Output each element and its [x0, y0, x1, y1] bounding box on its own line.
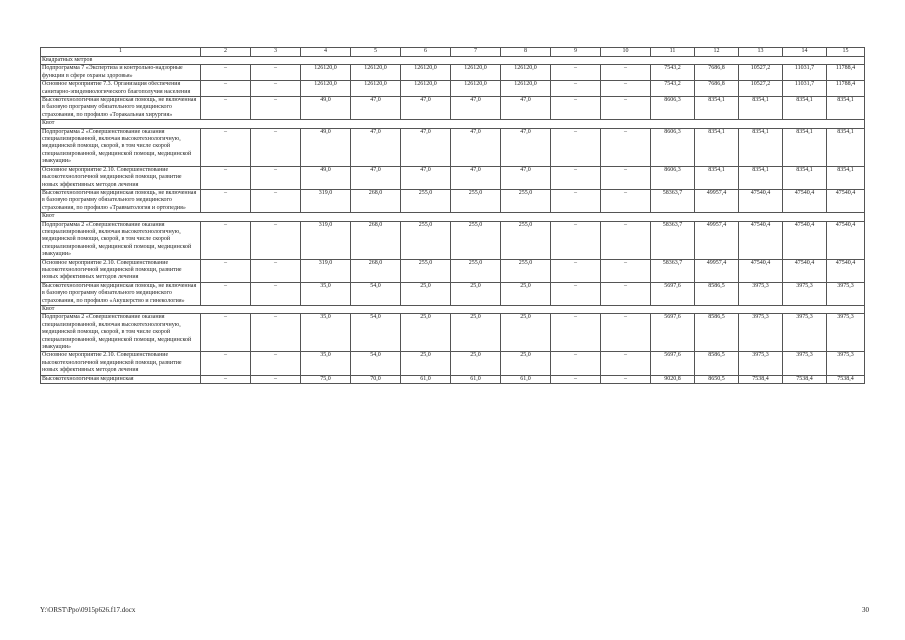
value-cell: –	[201, 97, 251, 120]
value-cell: 8354,1	[783, 97, 827, 120]
value-cell: 268,0	[351, 221, 401, 259]
value-cell: 47,0	[451, 128, 501, 166]
value-cell: 8606,3	[651, 128, 695, 166]
section-label: Квот	[41, 213, 865, 221]
value-cell: 58363,7	[651, 189, 695, 212]
value-cell: 3975,3	[739, 352, 783, 375]
value-cell: –	[551, 166, 601, 189]
value-cell: –	[601, 81, 651, 97]
value-cell: –	[551, 65, 601, 81]
header-cell: 11	[651, 48, 695, 57]
value-cell: 126120,0	[301, 65, 351, 81]
value-cell: –	[551, 352, 601, 375]
value-cell: –	[251, 81, 301, 97]
value-cell: 255,0	[501, 189, 551, 212]
table-row	[41, 375, 865, 383]
value-cell: 319,0	[301, 259, 351, 282]
value-cell: –	[601, 166, 651, 189]
value-cell: 9020,8	[651, 375, 695, 383]
row-name-cell: Подпрограмма 7 «Экспертиза и контрольно-надзорные функции в сфере охраны здоровья»	[41, 65, 201, 81]
table-row	[41, 97, 865, 120]
value-cell: 7686,8	[695, 81, 739, 97]
value-cell: 47,0	[451, 166, 501, 189]
value-cell: 8354,1	[739, 97, 783, 120]
value-cell: 25,0	[401, 314, 451, 352]
value-cell: 7538,4	[739, 375, 783, 383]
data-table	[40, 47, 865, 384]
value-cell: –	[251, 375, 301, 383]
table-row	[41, 128, 865, 166]
value-cell: 8606,3	[651, 166, 695, 189]
value-cell: –	[601, 97, 651, 120]
value-cell: 255,0	[501, 221, 551, 259]
value-cell: 255,0	[451, 189, 501, 212]
value-cell: 35,0	[301, 282, 351, 305]
value-cell: 49,0	[301, 128, 351, 166]
value-cell: –	[551, 97, 601, 120]
value-cell: 8354,1	[783, 166, 827, 189]
value-cell: 61,0	[451, 375, 501, 383]
value-cell: –	[551, 128, 601, 166]
value-cell: –	[551, 314, 601, 352]
header-cell: 13	[739, 48, 783, 57]
value-cell: –	[251, 65, 301, 81]
value-cell: 255,0	[501, 259, 551, 282]
value-cell: –	[201, 81, 251, 97]
value-cell: 10527,2	[739, 81, 783, 97]
value-cell: 25,0	[451, 314, 501, 352]
value-cell: 61,0	[401, 375, 451, 383]
value-cell: 47540,4	[739, 221, 783, 259]
value-cell: 3975,3	[739, 282, 783, 305]
value-cell: –	[201, 352, 251, 375]
value-cell: 3975,3	[827, 352, 865, 375]
table-row	[41, 314, 865, 352]
header-cell: 6	[401, 48, 451, 57]
value-cell: 126120,0	[351, 81, 401, 97]
value-cell: –	[551, 282, 601, 305]
value-cell: 47,0	[401, 97, 451, 120]
value-cell: 126120,0	[401, 81, 451, 97]
value-cell: 47540,4	[783, 259, 827, 282]
table-row	[41, 189, 865, 212]
header-cell: 15	[827, 48, 865, 57]
value-cell: –	[251, 128, 301, 166]
section-row	[41, 120, 865, 128]
section-row	[41, 57, 865, 65]
value-cell: 3975,3	[783, 314, 827, 352]
value-cell: –	[201, 221, 251, 259]
value-cell: 25,0	[401, 352, 451, 375]
value-cell: 70,0	[351, 375, 401, 383]
value-cell: –	[601, 352, 651, 375]
table-row	[41, 221, 865, 259]
value-cell: 8650,5	[695, 375, 739, 383]
value-cell: 47540,4	[827, 189, 865, 212]
header-row	[41, 48, 865, 57]
value-cell: 49957,4	[695, 221, 739, 259]
value-cell: 3975,3	[739, 314, 783, 352]
value-cell: 47,0	[401, 166, 451, 189]
value-cell: 126120,0	[451, 81, 501, 97]
header-cell: 2	[201, 48, 251, 57]
row-name-cell: Подпрограмма 2 «Совершенствование оказания специализированной, включая высокотехнологичную, медицинской помощи, скорой, в том числе скорой специализированной, медицинской помощи, медицинской эвакуации»	[41, 221, 201, 259]
value-cell: –	[551, 221, 601, 259]
value-cell: 255,0	[451, 259, 501, 282]
value-cell: 47,0	[351, 166, 401, 189]
value-cell: 47,0	[401, 128, 451, 166]
header-cell: 14	[783, 48, 827, 57]
value-cell: 49957,4	[695, 259, 739, 282]
value-cell: 11788,4	[827, 65, 865, 81]
value-cell: –	[601, 282, 651, 305]
value-cell: 8354,1	[739, 128, 783, 166]
value-cell: 8354,1	[827, 97, 865, 120]
value-cell: 47,0	[501, 97, 551, 120]
header-cell: 1	[41, 48, 201, 57]
header-cell: 10	[601, 48, 651, 57]
row-name-cell: Подпрограмма 2 «Совершенствование оказания специализированной, включая высокотехнологичную, медицинской помощи, скорой, в том числе скорой специализированной, медицинской помощи, медицинской эвакуации»	[41, 314, 201, 352]
value-cell: 319,0	[301, 221, 351, 259]
value-cell: 8354,1	[827, 128, 865, 166]
row-name-cell: Высокотехнологичная медицинская помощь, не включенная в базовую программу обязательного медицинского страхования, по профилю «Торакальная хирургия»	[41, 97, 201, 120]
value-cell: 7543,2	[651, 65, 695, 81]
value-cell: –	[251, 282, 301, 305]
value-cell: 126120,0	[501, 81, 551, 97]
row-name-cell: Подпрограмма 2 «Совершенствование оказания специализированной, включая высокотехнологичную, медицинской помощи, скорой, в том числе скорой специализированной, медицинской помощи, медицинской эвакуации»	[41, 128, 201, 166]
value-cell: 8354,1	[695, 166, 739, 189]
value-cell: 25,0	[451, 282, 501, 305]
value-cell: –	[201, 128, 251, 166]
value-cell: 75,0	[301, 375, 351, 383]
value-cell: 8354,1	[739, 166, 783, 189]
value-cell: 255,0	[401, 189, 451, 212]
value-cell: 61,0	[501, 375, 551, 383]
value-cell: 58363,7	[651, 259, 695, 282]
value-cell: –	[201, 314, 251, 352]
row-name-cell: Основное мероприятие 7.3. Организация обеспечения санитарно-эпидемиологического благополучия населения	[41, 81, 201, 97]
value-cell: 47540,4	[739, 189, 783, 212]
value-cell: 25,0	[401, 282, 451, 305]
value-cell: –	[601, 314, 651, 352]
value-cell: 5697,6	[651, 282, 695, 305]
value-cell: 54,0	[351, 352, 401, 375]
value-cell: 126120,0	[401, 65, 451, 81]
section-label: Квот	[41, 306, 865, 314]
value-cell: –	[551, 81, 601, 97]
value-cell: 8354,1	[827, 166, 865, 189]
value-cell: 54,0	[351, 282, 401, 305]
value-cell: 47540,4	[783, 189, 827, 212]
value-cell: 126120,0	[451, 65, 501, 81]
value-cell: 49,0	[301, 97, 351, 120]
value-cell: –	[601, 259, 651, 282]
value-cell: 35,0	[301, 352, 351, 375]
value-cell: 25,0	[501, 314, 551, 352]
value-cell: –	[601, 221, 651, 259]
value-cell: –	[251, 221, 301, 259]
value-cell: 47,0	[351, 97, 401, 120]
value-cell: 47540,4	[827, 221, 865, 259]
value-cell: –	[551, 189, 601, 212]
table-row	[41, 65, 865, 81]
value-cell: –	[201, 65, 251, 81]
value-cell: 11031,7	[783, 81, 827, 97]
value-cell: 10527,2	[739, 65, 783, 81]
row-name-cell: Основное мероприятие 2.10. Совершенствование высокотехнологичной медицинской помощи, развитие новых эффективных методов лечения	[41, 166, 201, 189]
table-row	[41, 81, 865, 97]
value-cell: 8586,5	[695, 314, 739, 352]
value-cell: 47540,4	[783, 221, 827, 259]
row-name-cell: Основное мероприятие 2.10. Совершенствование высокотехнологичной медицинской помощи, развитие новых эффективных методов лечения	[41, 352, 201, 375]
value-cell: 35,0	[301, 314, 351, 352]
value-cell: –	[201, 166, 251, 189]
value-cell: 54,0	[351, 314, 401, 352]
value-cell: –	[601, 375, 651, 383]
value-cell: 8606,3	[651, 97, 695, 120]
value-cell: 11031,7	[783, 65, 827, 81]
table-body	[41, 57, 865, 384]
value-cell: –	[601, 65, 651, 81]
value-cell: 8354,1	[695, 97, 739, 120]
section-row	[41, 306, 865, 314]
value-cell: 126120,0	[501, 65, 551, 81]
header-cell: 12	[695, 48, 739, 57]
value-cell: 25,0	[451, 352, 501, 375]
value-cell: 8354,1	[783, 128, 827, 166]
row-name-cell: Высокотехнологичная медицинская	[41, 375, 201, 383]
row-name-cell: Высокотехнологичная медицинская помощь, не включенная в базовую программу обязательного медицинского страхования, по профилю «Травматология и ортопедия»	[41, 189, 201, 212]
value-cell: 3975,3	[783, 282, 827, 305]
value-cell: 268,0	[351, 259, 401, 282]
header-cell: 3	[251, 48, 301, 57]
value-cell: –	[251, 352, 301, 375]
table-row	[41, 282, 865, 305]
row-name-cell: Основное мероприятие 2.10. Совершенствование высокотехнологичной медицинской помощи, развитие новых эффективных методов лечения	[41, 259, 201, 282]
value-cell: 49957,4	[695, 189, 739, 212]
section-label: Квадратных метров	[41, 57, 865, 65]
header-cell: 8	[501, 48, 551, 57]
value-cell: –	[551, 375, 601, 383]
value-cell: 255,0	[401, 259, 451, 282]
file-path: Y:\ORST\Ppo\0915p626.f17.docx	[40, 606, 136, 614]
section-row	[41, 213, 865, 221]
value-cell: 47,0	[501, 128, 551, 166]
value-cell: 255,0	[451, 221, 501, 259]
table-row	[41, 259, 865, 282]
value-cell: 3975,3	[783, 352, 827, 375]
value-cell: 7543,2	[651, 81, 695, 97]
section-label: Квот	[41, 120, 865, 128]
value-cell: 47540,4	[827, 259, 865, 282]
value-cell: –	[601, 189, 651, 212]
value-cell: 255,0	[401, 221, 451, 259]
value-cell: 11788,4	[827, 81, 865, 97]
value-cell: –	[551, 259, 601, 282]
value-cell: –	[201, 259, 251, 282]
row-name-cell: Высокотехнологичная медицинская помощь, не включенная в базовую программу обязательного медицинского страхования, по профилю «Акушерство и гинекология»	[41, 282, 201, 305]
value-cell: –	[251, 189, 301, 212]
value-cell: 25,0	[501, 352, 551, 375]
value-cell: –	[251, 166, 301, 189]
value-cell: 126120,0	[351, 65, 401, 81]
table-row	[41, 352, 865, 375]
value-cell: –	[251, 314, 301, 352]
value-cell: 5697,6	[651, 314, 695, 352]
value-cell: 7538,4	[827, 375, 865, 383]
value-cell: –	[201, 282, 251, 305]
header-cell: 4	[301, 48, 351, 57]
document-page	[40, 47, 864, 384]
value-cell: –	[251, 259, 301, 282]
value-cell: 47,0	[451, 97, 501, 120]
value-cell: 3975,3	[827, 282, 865, 305]
table-row	[41, 166, 865, 189]
value-cell: –	[601, 128, 651, 166]
page-number: 30	[862, 606, 869, 614]
value-cell: 58363,7	[651, 221, 695, 259]
value-cell: 126120,0	[301, 81, 351, 97]
value-cell: 8586,5	[695, 282, 739, 305]
value-cell: 47,0	[501, 166, 551, 189]
header-cell: 5	[351, 48, 401, 57]
value-cell: –	[201, 189, 251, 212]
value-cell: 8354,1	[695, 128, 739, 166]
value-cell: –	[251, 97, 301, 120]
value-cell: 7686,8	[695, 65, 739, 81]
header-cell: 7	[451, 48, 501, 57]
value-cell: 5697,6	[651, 352, 695, 375]
value-cell: 49,0	[301, 166, 351, 189]
value-cell: 7538,4	[783, 375, 827, 383]
value-cell: 319,0	[301, 189, 351, 212]
value-cell: –	[201, 375, 251, 383]
value-cell: 25,0	[501, 282, 551, 305]
header-cell: 9	[551, 48, 601, 57]
value-cell: 268,0	[351, 189, 401, 212]
value-cell: 8586,5	[695, 352, 739, 375]
value-cell: 47,0	[351, 128, 401, 166]
value-cell: 3975,3	[827, 314, 865, 352]
value-cell: 47540,4	[739, 259, 783, 282]
